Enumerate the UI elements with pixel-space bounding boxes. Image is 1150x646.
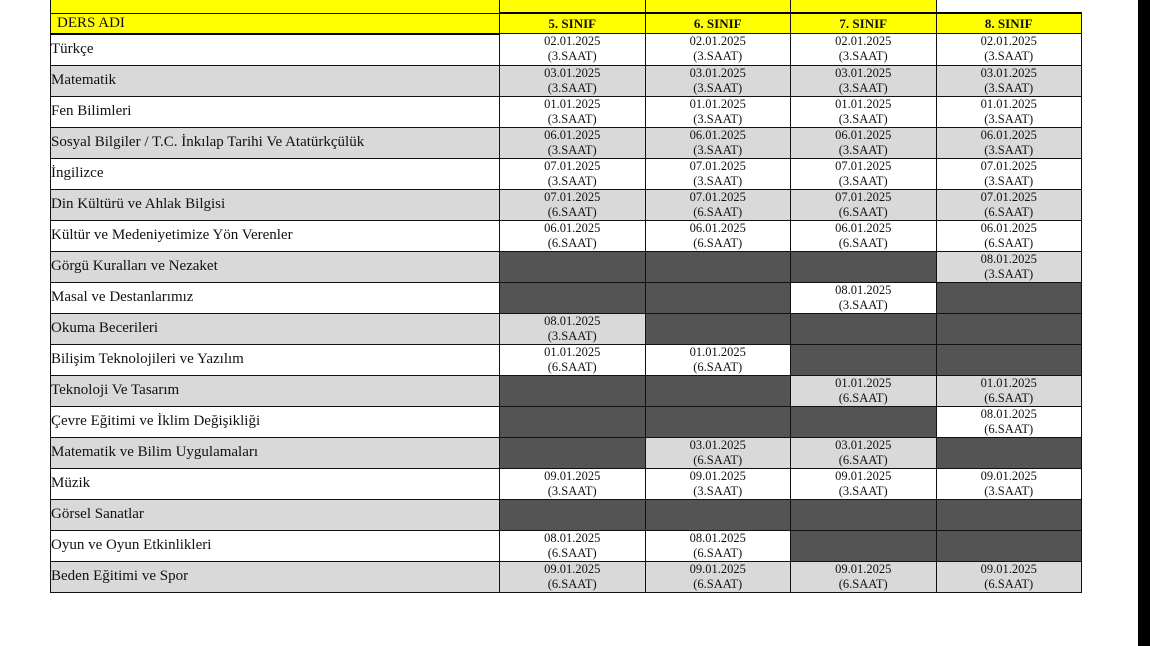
exam-date: 09.01.2025 (835, 561, 892, 576)
exam-cell (936, 561, 1082, 592)
no-exam-cell (645, 499, 791, 530)
exam-date: 06.01.2025 (689, 220, 746, 235)
exam-date: 03.01.2025 (835, 437, 892, 452)
exam-period: (3.SAAT) (693, 483, 743, 498)
exam-cell (936, 406, 1082, 437)
exam-cell (500, 189, 646, 220)
exam-date: 06.01.2025 (689, 127, 746, 142)
subject-name: Türkçe (51, 34, 500, 66)
subject-row (51, 530, 1082, 561)
exam-period: (6.SAAT) (547, 204, 597, 219)
header-top-band (51, 0, 1082, 13)
no-exam-cell (645, 282, 791, 313)
subject-row (51, 189, 1082, 220)
subject-name: Fen Bilimleri (51, 96, 500, 127)
exam-date: 09.01.2025 (544, 468, 601, 483)
subject-row (51, 344, 1082, 375)
exam-period: (3.SAAT) (838, 49, 888, 63)
exam-period: (6.SAAT) (984, 421, 1034, 436)
exam-cell (936, 189, 1082, 220)
no-exam-cell (936, 437, 1082, 468)
exam-period: (3.SAAT) (838, 483, 888, 498)
exam-period: (6.SAAT) (984, 390, 1034, 405)
exam-cell (936, 34, 1082, 66)
subject-name: İngilizce (51, 158, 500, 189)
exam-cell (500, 96, 646, 127)
exam-date: 01.01.2025 (980, 375, 1037, 390)
grade-5-header: 5. SINIF (500, 13, 646, 34)
exam-period: (3.SAAT) (984, 111, 1034, 126)
no-exam-cell (791, 344, 937, 375)
header-top-cell (936, 0, 1082, 13)
exam-period: (6.SAAT) (693, 452, 743, 467)
exam-date: 08.01.2025 (544, 530, 601, 545)
exam-period: (3.SAAT) (693, 173, 743, 188)
header-top-cell (645, 0, 791, 13)
exam-cell (645, 437, 791, 468)
exam-cell (500, 65, 646, 96)
exam-period: (3.SAAT) (547, 173, 597, 188)
subject-name: Bilişim Teknolojileri ve Yazılım (51, 344, 500, 375)
exam-period: (3.SAAT) (984, 483, 1034, 498)
no-exam-cell (645, 375, 791, 406)
exam-date: 01.01.2025 (689, 344, 746, 359)
exam-date: 07.01.2025 (980, 189, 1037, 204)
no-exam-cell (936, 313, 1082, 344)
exam-date: 06.01.2025 (980, 220, 1037, 235)
exam-period: (6.SAAT) (547, 576, 597, 591)
subject-row (51, 127, 1082, 158)
no-exam-cell (791, 406, 937, 437)
subject-row (51, 437, 1082, 468)
exam-cell (645, 561, 791, 592)
exam-date: 07.01.2025 (544, 189, 601, 204)
exam-cell (791, 65, 937, 96)
exam-cell (791, 561, 937, 592)
exam-period: (6.SAAT) (984, 204, 1034, 219)
exam-cell (645, 530, 791, 561)
exam-date: 08.01.2025 (835, 282, 892, 297)
exam-period: (6.SAAT) (693, 235, 743, 250)
exam-date: 08.01.2025 (980, 406, 1037, 421)
exam-period: (3.SAAT) (984, 49, 1034, 63)
grade-8-header: 8. SINIF (936, 13, 1082, 34)
exam-date: 07.01.2025 (689, 158, 746, 173)
no-exam-cell (936, 344, 1082, 375)
exam-cell (791, 468, 937, 499)
exam-cell (791, 220, 937, 251)
exam-date: 06.01.2025 (980, 127, 1037, 142)
exam-cell (791, 96, 937, 127)
exam-date: 07.01.2025 (835, 158, 892, 173)
exam-period: (3.SAAT) (984, 266, 1034, 281)
exam-cell (791, 375, 937, 406)
subject-name: Kültür ve Medeniyetimize Yön Verenler (51, 220, 500, 251)
exam-date: 07.01.2025 (689, 189, 746, 204)
exam-period: (3.SAAT) (547, 142, 597, 157)
exam-period: (3.SAAT) (693, 49, 743, 63)
no-exam-cell (791, 499, 937, 530)
exam-period: (3.SAAT) (984, 173, 1034, 188)
subject-row (51, 375, 1082, 406)
exam-date: 01.01.2025 (544, 344, 601, 359)
exam-date: 02.01.2025 (544, 34, 601, 48)
subject-row (51, 468, 1082, 499)
exam-cell (500, 561, 646, 592)
exam-cell (645, 127, 791, 158)
exam-date: 09.01.2025 (835, 468, 892, 483)
no-exam-cell (645, 251, 791, 282)
exam-cell (936, 468, 1082, 499)
exam-cell (936, 158, 1082, 189)
exam-date: 01.01.2025 (980, 96, 1037, 111)
exam-cell (500, 34, 646, 66)
no-exam-cell (791, 251, 937, 282)
exam-cell (791, 158, 937, 189)
exam-period: (3.SAAT) (838, 111, 888, 126)
exam-cell (791, 34, 937, 66)
exam-cell (645, 344, 791, 375)
subject-row (51, 499, 1082, 530)
header-top-cell (791, 0, 937, 13)
no-exam-cell (936, 282, 1082, 313)
no-exam-cell (645, 406, 791, 437)
no-exam-cell (936, 530, 1082, 561)
exam-date: 09.01.2025 (980, 561, 1037, 576)
exam-cell (500, 220, 646, 251)
header-top-cell (51, 0, 500, 13)
exam-date: 08.01.2025 (689, 530, 746, 545)
exam-period: (3.SAAT) (547, 49, 597, 63)
subject-row (51, 561, 1082, 592)
exam-period: (6.SAAT) (547, 545, 597, 560)
exam-period: (6.SAAT) (838, 390, 888, 405)
exam-period: (3.SAAT) (984, 80, 1034, 95)
exam-period: (6.SAAT) (693, 545, 743, 560)
subject-name: Okuma Becerileri (51, 313, 500, 344)
subject-name: Sosyal Bilgiler / T.C. İnkılap Tarihi Ve Atatürkçülük (51, 127, 500, 158)
no-exam-cell (791, 313, 937, 344)
exam-period: (3.SAAT) (547, 80, 597, 95)
subject-row (51, 313, 1082, 344)
exam-cell (500, 530, 646, 561)
exam-date: 03.01.2025 (980, 65, 1037, 80)
exam-cell (645, 468, 791, 499)
exam-period: (3.SAAT) (838, 80, 888, 95)
exam-date: 01.01.2025 (835, 375, 892, 390)
exam-period: (6.SAAT) (547, 359, 597, 374)
subject-row (51, 65, 1082, 96)
exam-period: (3.SAAT) (547, 328, 597, 343)
exam-period: (3.SAAT) (693, 111, 743, 126)
header-row (51, 13, 1082, 34)
exam-period: (6.SAAT) (984, 235, 1034, 250)
header-top-cell (500, 0, 646, 13)
subject-name: Çevre Eğitimi ve İklim Değişikliği (51, 406, 500, 437)
exam-date: 07.01.2025 (544, 158, 601, 173)
exam-period: (6.SAAT) (984, 576, 1034, 591)
exam-period: (3.SAAT) (838, 297, 888, 312)
subject-name: Müzik (51, 468, 500, 499)
exam-cell (645, 96, 791, 127)
exam-date: 06.01.2025 (835, 127, 892, 142)
exam-date: 09.01.2025 (689, 561, 746, 576)
exam-cell (645, 158, 791, 189)
exam-date: 02.01.2025 (980, 34, 1037, 48)
subject-row (51, 34, 1082, 66)
exam-date: 03.01.2025 (835, 65, 892, 80)
subject-name: Oyun ve Oyun Etkinlikleri (51, 530, 500, 561)
no-exam-cell (500, 282, 646, 313)
exam-period: (6.SAAT) (838, 204, 888, 219)
grade-6-header: 6. SINIF (645, 13, 791, 34)
exam-date: 03.01.2025 (544, 65, 601, 80)
no-exam-cell (936, 499, 1082, 530)
exam-period: (3.SAAT) (693, 80, 743, 95)
exam-date: 08.01.2025 (544, 313, 601, 328)
exam-cell (645, 65, 791, 96)
subject-name: Matematik ve Bilim Uygulamaları (51, 437, 500, 468)
exam-date: 07.01.2025 (980, 158, 1037, 173)
subject-name: Masal ve Destanlarımız (51, 282, 500, 313)
exam-date: 09.01.2025 (689, 468, 746, 483)
no-exam-cell (500, 437, 646, 468)
exam-date: 07.01.2025 (835, 189, 892, 204)
exam-period: (6.SAAT) (693, 204, 743, 219)
no-exam-cell (791, 530, 937, 561)
exam-cell (791, 437, 937, 468)
exam-cell (645, 220, 791, 251)
exam-date: 06.01.2025 (544, 220, 601, 235)
exam-period: (6.SAAT) (838, 576, 888, 591)
exam-cell (645, 189, 791, 220)
subject-row (51, 406, 1082, 437)
exam-cell (500, 344, 646, 375)
subject-row (51, 158, 1082, 189)
subject-row (51, 251, 1082, 282)
exam-period: (3.SAAT) (547, 111, 597, 126)
exam-cell (791, 189, 937, 220)
exam-cell (791, 282, 937, 313)
screen-edge-strip (1138, 0, 1150, 646)
no-exam-cell (500, 375, 646, 406)
exam-cell (936, 96, 1082, 127)
exam-date: 01.01.2025 (835, 96, 892, 111)
exam-period: (3.SAAT) (838, 173, 888, 188)
no-exam-cell (645, 313, 791, 344)
exam-cell (500, 127, 646, 158)
subject-row (51, 96, 1082, 127)
exam-date: 02.01.2025 (689, 34, 746, 48)
exam-schedule-table (50, 0, 1082, 593)
exam-cell (500, 468, 646, 499)
subject-name: Görsel Sanatlar (51, 499, 500, 530)
exam-date: 01.01.2025 (544, 96, 601, 111)
exam-cell (500, 313, 646, 344)
exam-cell (645, 34, 791, 66)
no-exam-cell (500, 406, 646, 437)
exam-date: 06.01.2025 (835, 220, 892, 235)
subject-name: Beden Eğitimi ve Spor (51, 561, 500, 592)
exam-cell (791, 127, 937, 158)
exam-period: (6.SAAT) (838, 235, 888, 250)
subject-row (51, 220, 1082, 251)
exam-cell (936, 65, 1082, 96)
exam-cell (936, 375, 1082, 406)
subject-name: Din Kültürü ve Ahlak Bilgisi (51, 189, 500, 220)
subject-column-header: DERS ADI (51, 13, 500, 34)
subject-name: Teknoloji Ve Tasarım (51, 375, 500, 406)
no-exam-cell (500, 499, 646, 530)
exam-date: 03.01.2025 (689, 65, 746, 80)
exam-date: 02.01.2025 (835, 34, 892, 48)
exam-cell (936, 220, 1082, 251)
exam-period: (6.SAAT) (547, 235, 597, 250)
no-exam-cell (500, 251, 646, 282)
exam-date: 01.01.2025 (689, 96, 746, 111)
subject-name: Görgü Kuralları ve Nezaket (51, 251, 500, 282)
exam-cell (936, 127, 1082, 158)
subject-name: Matematik (51, 65, 500, 96)
exam-date: 03.01.2025 (689, 437, 746, 452)
subject-row (51, 282, 1082, 313)
exam-date: 06.01.2025 (544, 127, 601, 142)
exam-cell (500, 158, 646, 189)
exam-date: 09.01.2025 (544, 561, 601, 576)
exam-period: (6.SAAT) (838, 452, 888, 467)
exam-cell (936, 251, 1082, 282)
grade-7-header: 7. SINIF (791, 13, 937, 34)
exam-date: 09.01.2025 (980, 468, 1037, 483)
exam-date: 08.01.2025 (980, 251, 1037, 266)
exam-period: (6.SAAT) (693, 359, 743, 374)
exam-period: (3.SAAT) (693, 142, 743, 157)
exam-period: (3.SAAT) (984, 142, 1034, 157)
exam-period: (3.SAAT) (547, 483, 597, 498)
exam-period: (3.SAAT) (838, 142, 888, 157)
exam-period: (6.SAAT) (693, 576, 743, 591)
